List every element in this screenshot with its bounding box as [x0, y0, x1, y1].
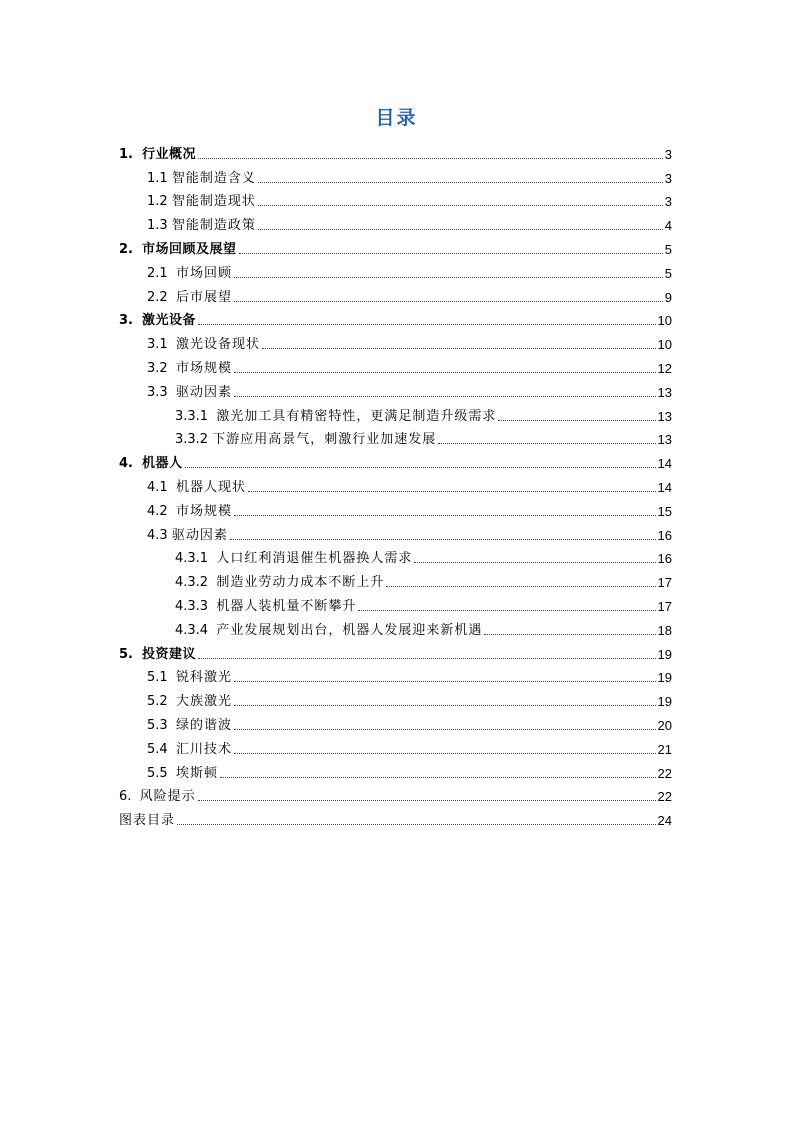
toc-entry[interactable]	[119, 401, 672, 425]
toc-entry-page: 5	[664, 241, 672, 257]
toc-entry-page: 16	[657, 551, 672, 567]
toc-leader-dots	[230, 539, 656, 540]
toc-entry-number: 5.5	[147, 765, 176, 781]
toc-entry-page: 17	[657, 575, 672, 591]
toc-leader-dots	[234, 277, 663, 278]
toc-leader-dots	[198, 800, 656, 801]
toc-entry-label: 智能制造现状	[171, 194, 256, 210]
toc-entry-page: 13	[657, 408, 672, 424]
toc-entry-label: 激光加工具有精密特性，更满足制造升级需求	[216, 408, 497, 424]
toc-entry-page: 19	[657, 646, 672, 662]
toc-entry[interactable]	[119, 210, 672, 234]
toc-entry-label: 锐科激光	[175, 670, 232, 686]
toc-entry-label: 智能制造含义	[171, 170, 256, 186]
toc-entry-number: 4.3.4	[175, 622, 217, 638]
toc-leader-dots	[498, 420, 655, 421]
toc-entry[interactable]	[119, 234, 672, 258]
toc-entry-label: 机器人现状	[175, 479, 246, 495]
toc-entry-label: 下游应用高景气，刺激行业加速发展	[212, 432, 437, 448]
toc-entry-number: 4.1	[147, 479, 176, 495]
toc-entry-label: 行业概况	[142, 146, 197, 162]
toc-entry-page: 3	[664, 146, 672, 162]
toc-entry-label: 机器人装机量不断攀升	[216, 598, 357, 614]
toc-entry-label: 激光设备现状	[175, 337, 260, 353]
toc-entry-number: 3.1	[147, 337, 176, 353]
toc-entry[interactable]	[119, 686, 672, 710]
toc-entry-label: 图表目录	[119, 813, 176, 829]
toc-leader-dots	[234, 705, 656, 706]
toc-entry-page: 4	[664, 218, 672, 234]
toc-leader-dots	[198, 158, 663, 159]
toc-entry[interactable]	[119, 758, 672, 782]
toc-entry-label: 制造业劳动力成本不断上升	[216, 575, 385, 591]
toc-entry[interactable]	[119, 306, 672, 330]
toc-entry[interactable]	[119, 425, 672, 449]
toc-entry[interactable]	[119, 663, 672, 687]
toc-entry-number: 4.3	[147, 527, 172, 543]
toc-leader-dots	[198, 324, 655, 325]
toc-entry-page: 22	[657, 789, 672, 805]
toc-entry-label: 机器人	[142, 456, 183, 472]
toc-entry-number: 5.4	[147, 741, 176, 757]
toc-entry-page: 14	[657, 456, 672, 472]
toc-entry-number: 4.3.2	[175, 575, 217, 591]
toc-entry[interactable]	[119, 258, 672, 282]
toc-leader-dots	[234, 301, 663, 302]
toc-entry-number: 5.1	[147, 670, 176, 686]
toc-entry-page: 18	[657, 622, 672, 638]
toc-leader-dots	[258, 229, 663, 230]
toc-entry-number: 5.2	[147, 694, 176, 710]
toc-entry[interactable]	[119, 187, 672, 211]
toc-entry-page: 19	[657, 670, 672, 686]
toc-leader-dots	[220, 777, 656, 778]
toc-entry[interactable]	[119, 472, 672, 496]
toc-entry[interactable]	[119, 282, 672, 306]
toc-entry-page: 19	[657, 694, 672, 710]
toc-entry-page: 10	[657, 313, 672, 329]
toc-entry[interactable]	[119, 710, 672, 734]
toc-entry-page: 12	[657, 360, 672, 376]
toc-entry[interactable]	[119, 139, 672, 163]
toc-entry-page: 21	[657, 741, 672, 757]
toc-leader-dots	[258, 182, 663, 183]
toc-entry[interactable]	[119, 353, 672, 377]
toc-entry-number: 4.3.3	[175, 598, 217, 614]
toc-entry-page: 17	[657, 598, 672, 614]
toc-entry[interactable]	[119, 520, 672, 544]
toc-entry[interactable]	[119, 615, 672, 639]
toc-entry-label: 激光设备	[142, 313, 197, 329]
toc-entry[interactable]	[119, 567, 672, 591]
toc-entry-number: 3.2	[147, 360, 176, 376]
toc-entry[interactable]	[119, 639, 672, 663]
table-of-contents	[119, 139, 672, 829]
toc-entry-number: 2.	[119, 241, 143, 257]
toc-entry[interactable]	[119, 496, 672, 520]
toc-entry-page: 14	[657, 479, 672, 495]
toc-entry-page: 3	[664, 170, 672, 186]
toc-entry-page: 10	[657, 337, 672, 353]
toc-entry-number: 5.	[119, 646, 143, 662]
toc-entry[interactable]	[119, 163, 672, 187]
toc-entry-page: 3	[664, 194, 672, 210]
toc-leader-dots	[234, 729, 656, 730]
toc-entry-page: 13	[657, 384, 672, 400]
toc-title: 目录	[375, 107, 418, 129]
toc-leader-dots	[262, 348, 656, 349]
toc-entry-page: 22	[657, 765, 672, 781]
toc-leader-dots	[258, 205, 663, 206]
toc-entry-number: 4.	[119, 456, 143, 472]
toc-entry-label: 驱动因素	[171, 527, 228, 543]
toc-entry-page: 5	[664, 265, 672, 281]
toc-entry[interactable]	[119, 734, 672, 758]
toc-entry-label: 埃斯顿	[175, 765, 218, 781]
toc-entry-page: 15	[657, 503, 672, 519]
toc-entry-label: 大族激光	[175, 694, 232, 710]
toc-entry-number: 2.2	[147, 289, 176, 305]
toc-entry-label: 市场回顾	[175, 265, 232, 281]
toc-entry-page: 20	[657, 717, 672, 733]
toc-entry-label: 驱动因素	[175, 384, 232, 400]
toc-leader-dots	[234, 753, 656, 754]
toc-leader-dots	[234, 515, 656, 516]
toc-entry-label: 市场回顾及展望	[142, 241, 237, 257]
toc-entry-number: 1.	[119, 146, 143, 162]
toc-leader-dots	[185, 467, 656, 468]
toc-entry-label: 后市展望	[175, 289, 232, 305]
toc-entry-number: 3.3.1	[175, 408, 217, 424]
toc-entry[interactable]	[119, 591, 672, 615]
toc-entry-number: 6.	[119, 789, 140, 805]
toc-entry-label: 产业发展规划出台，机器人发展迎来新机遇	[216, 622, 483, 638]
toc-entry-page: 16	[657, 527, 672, 543]
toc-leader-dots	[234, 396, 656, 397]
toc-leader-dots	[386, 586, 655, 587]
toc-entry-number: 1.2	[147, 194, 172, 210]
toc-entry[interactable]	[119, 544, 672, 568]
toc-entry-label: 智能制造政策	[171, 218, 256, 234]
toc-leader-dots	[438, 443, 655, 444]
toc-entry[interactable]	[119, 329, 672, 353]
toc-leader-dots	[484, 634, 655, 635]
toc-entry-number: 1.1	[147, 170, 172, 186]
toc-entry-label: 人口红利消退催生机器换人需求	[216, 551, 413, 567]
toc-entry-label: 投资建议	[142, 646, 197, 662]
toc-entry[interactable]	[119, 782, 672, 806]
toc-entry-page: 24	[657, 813, 672, 829]
toc-leader-dots	[177, 824, 656, 825]
toc-entry-label: 汇川技术	[175, 741, 232, 757]
toc-entry-number: 3.	[119, 313, 143, 329]
toc-leader-dots	[414, 562, 655, 563]
toc-entry-number: 2.1	[147, 265, 176, 281]
toc-entry-number: 4.3.1	[175, 551, 217, 567]
toc-entry-page: 9	[664, 289, 672, 305]
toc-entry-label: 绿的谐波	[175, 717, 232, 733]
toc-leader-dots	[234, 372, 656, 373]
toc-leader-dots	[198, 658, 655, 659]
toc-entry-label: 市场规模	[175, 360, 232, 376]
toc-entry-number: 3.3	[147, 384, 176, 400]
toc-entry-label: 市场规模	[175, 503, 232, 519]
toc-entry-page: 13	[657, 432, 672, 448]
toc-entry[interactable]	[119, 448, 672, 472]
toc-entry[interactable]	[119, 805, 672, 829]
toc-entry-number: 3.3.2	[175, 432, 213, 448]
toc-entry-number: 5.3	[147, 717, 176, 733]
toc-entry-label: 风险提示	[139, 789, 196, 805]
toc-entry[interactable]	[119, 377, 672, 401]
toc-leader-dots	[234, 681, 656, 682]
toc-entry-number: 4.2	[147, 503, 176, 519]
toc-entry-number: 1.3	[147, 218, 172, 234]
toc-leader-dots	[239, 253, 663, 254]
toc-leader-dots	[248, 491, 656, 492]
toc-leader-dots	[358, 610, 655, 611]
